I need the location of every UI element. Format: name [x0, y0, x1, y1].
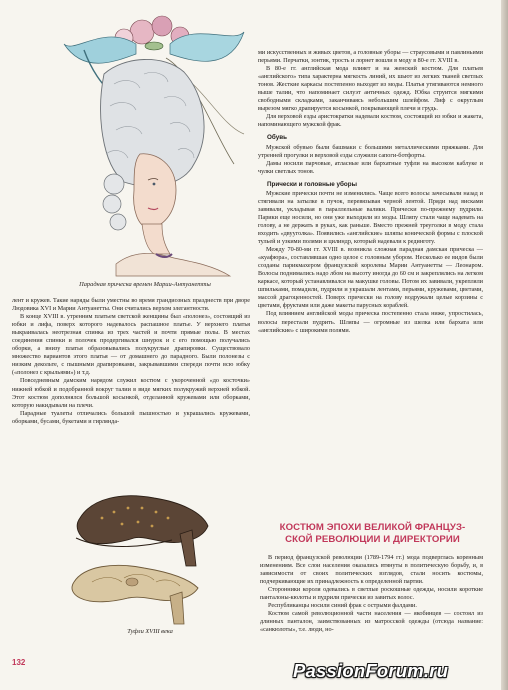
right-paragraph: Дамы носили парчовые, атласные или бархатные туфли на высоком каблуке и чулки светлых тонов. [258, 159, 483, 175]
left-paragraph: лент и кружев. Такие наряды были уместны во время грандиозных празднеств при дворе Людовика XVI и Марии Антуанетты. Они считались верхом элегантности. [12, 297, 250, 313]
hair-subheading: Прически и головные уборы [267, 180, 357, 188]
right-paragraph: Сторонники короля одевались в светлые роскошные одежды, носили короткие панталоны-кюлоты и пудрили прически из завитых волос. [260, 586, 483, 602]
shoes-caption: Туфли XVIII века [127, 628, 173, 635]
watermark: PassionForum.ru [293, 660, 449, 681]
hairstyle-caption: Парадная прическа времен Марии-Антуанетты [79, 281, 211, 288]
left-paragraph: Парадные туалеты отличались большой пышностью и украшались кружевами, оборками, бусами, букетами и гирлянда- [12, 409, 250, 425]
left-paragraph: В конце XVIII в. утренним платьем светской женщины был «полонез», состоящий из юбки и лифа, поверх которого надевалось распашное платье. У верхнего платья выкраивалась неотрезная спинка из трех частей и почти прямые полы. В местах соединения спинки и полочек продергивался шнурок и с его помощью получались оборки, а внизу платья образовывались полукруглые драпировки. Существовало множество вариантов этого платья — от домашнего до парадного. Были полонезы с низким декольте, с пышными драпировками, закрывавшими спереди почти всю юбку («полонез с крыльями») и т.д. [12, 313, 250, 377]
shoes-subheading: Обувь [267, 134, 287, 142]
lower-shoe [72, 565, 198, 624]
right-paragraph: Мужские прически почти не изменились. Чаще всего волосы зачесывали назад и стягивали на затылке в пучок, перевязывая черной лентой. Пряди над висками завивали, укладывая в параллельные валики. Прически по-прежнему пудрили. Парики еще носили, но они уже выходили из моды. Шляпу стали чаще надевать на голову, а не держать в руках, как раньше. Вместо прежней треуголки в моду стала входить «двууголка». Появились «английские» шляпы конической формы с плоской тульей и узкими полями и цилиндр, который надевали к рединготу. [258, 189, 483, 246]
right-paragraph: Мужской обувью были башмаки с большими металлическими пряжками. Для утренней прогулки и верховой езды служили сапоги-ботфорты. [258, 143, 483, 159]
bottom-right-text [260, 554, 483, 634]
section-heading [265, 522, 480, 546]
right-paragraph: ми искусственных и живых цветов, а головные уборы — страусовыми и павлиньими перьями. Перчатки, зонтик, трость и лорнет вошли в моду в 80-е гг. XVIII в. [258, 49, 483, 65]
right-paragraph: Костюм самой революционной части населения — якобинцев — состоял из длинных панталон, заимствованных из матросской одежды (отсюда название: «санкюлоты», т.е. люди, но- [260, 610, 483, 634]
upper-shoe [76, 496, 208, 566]
section-heading-line: СКОЙ РЕВОЛЮЦИИ И ДИРЕКТОРИИ [285, 534, 460, 545]
left-column-text [12, 297, 250, 426]
section-heading-line: КОСТЮМ ЭПОХИ ВЕЛИКОЙ ФРАНЦУЗ- [279, 522, 466, 533]
right-paragraph: В период французской революции (1789-1794 гг.) мода подверглась коренным изменениям. Все слои населения оказались втянуты в политическую борьбу, и, в зависимости от своих политических взглядов, стали носить костюмы, подчеркивающие их принадлежность к определенной партии. [260, 554, 483, 586]
page-edge [501, 0, 508, 690]
hairstyle-illustration [44, 14, 258, 278]
page-number: 132 [12, 658, 26, 667]
right-paragraph: Для верховой езды аристократки надевали костюм, состоящий из юбки и жакета, напоминающего мужской фрак. [258, 113, 483, 129]
right-column-text [258, 49, 483, 335]
right-paragraph: Республиканцы носили синий фрак с острыми фалдами. [268, 602, 417, 610]
right-paragraph: В 80-е гг. английская мода влияет и на женский костюм. Для платьев «английского» типа характерна мягкость линий, их шьют из легких тканей светлых тонов. Жесткие каркасы постепенно выходят из моды. Платья утягиваются немного выше талии, что напоминает силуэт античных одежд. Юбка струится мягкими свободными складками, заканчиваясь небольшим шлейфом. Лиф с округлым вырезом мягко драпируется косынкой, покрывающей плечи и грудь. [258, 65, 483, 113]
right-paragraph: Между 70-80-ми гг. XVIII в. возникла сложная парадная дамская прическа — «куафюра», составлявшая одно целое с головным убором. Несколько ее видов были созданы парикмахером французской королевы Марии Антуанетты — Леонаром. Волосы поднимались надо лбом на высоту иногда до 60 см и закреплялись на легком каркасе, который устанавливался на макушке головы. Потом их завивали, укрепляли шпильками, помадили, пудрили и украшали лентами, перьями, кружевами, цветами, массой драгоценностей. Поверх прически на голову водружали целые корзины с цветами, фруктами или даже макеты парусных кораблей. [258, 246, 483, 310]
shoes-illustration [62, 478, 222, 628]
left-paragraph: Повседневным дамским нарядом служил костюм с укороченной «до косточки» нижней юбкой и подобранной вокруг талии в виде мягких полукружий верхней юбкой. Этот костюм дополнялся большой косынкой, отделанной кружевами или оборками, которую накидывали на плечи. [12, 377, 250, 409]
right-paragraph: Под влиянием английской моды прическа постепенно стала ниже, упростилась, волосы перестали пудрить. Шляпы — огромные из шелка или бархата или «английские» с широкими полями. [258, 310, 483, 334]
